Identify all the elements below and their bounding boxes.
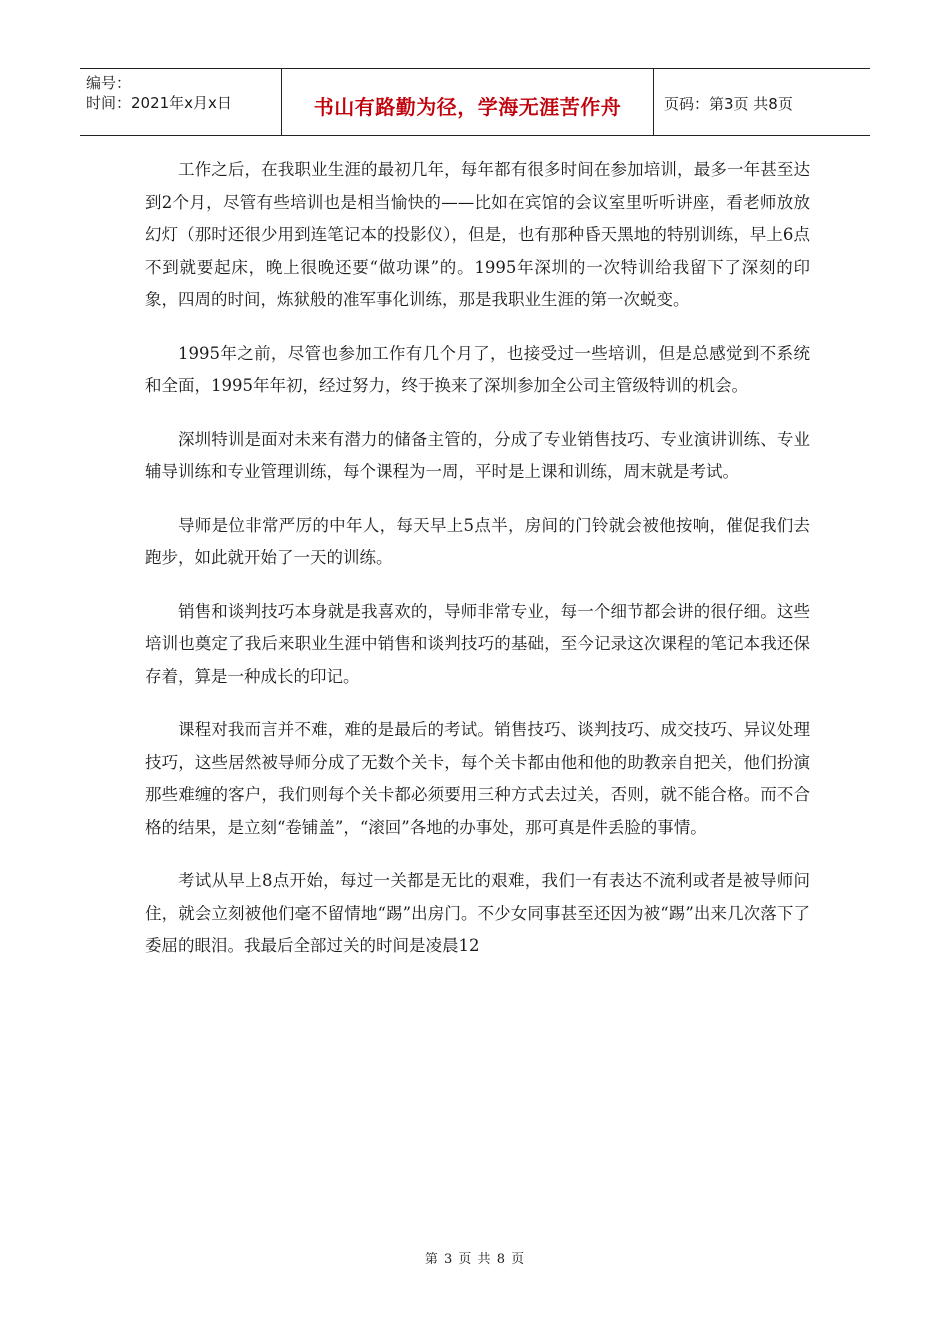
paragraph: 1995年之前，尽管也参加工作有几个月了，也接受过一些培训，但是总感觉到不系统和全面，1995年年初，经过努力，终于换来了深圳参加全公司主管级特训的机会。 xyxy=(145,343,810,395)
paragraph: 销售和谈判技巧本身就是我喜欢的，导师非常专业，每一个细节都会讲的很仔细。这些培训也奠定了我后来职业生涯中销售和谈判技巧的基础，至今记录这次课程的笔记本我还保存着，算是一种成长的印记。 xyxy=(145,601,810,686)
header-motto-cell xyxy=(282,69,654,135)
document-body xyxy=(145,154,810,984)
paragraph: 导师是位非常严厉的中年人，每天早上5点半，房间的门铃就会被他按响，催促我们去跑步，如此就开始了一天的训练。 xyxy=(145,515,810,567)
paragraph: 考试从早上8点开始，每过一关都是无比的艰难，我们一有表达不流利或者是被导师问住，就会立刻被他们毫不留情地“踢”出房门。不少女同事甚至还因为被“踢”出来几次落下了委屈的眼泪。我最后全部过关的时间是凌晨12 xyxy=(145,871,810,955)
header-meta-cell xyxy=(80,69,282,135)
paragraph: 工作之后，在我职业生涯的最初几年，每年都有很多时间在参加培训，最多一年甚至达到2个月，尽管有些培训也是相当愉快的——比如在宾馆的会议室里听听讲座，看老师放放幻灯（那时还很少用到连笔记本的投影仪），但是，也有那种昏天黑地的特别训练，早上6点不到就要起床，晚上很晚还要“做功课”的。1995年深圳的一次特训给我留下了深刻的印象，四周的时间，炼狱般的准军事化训练，那是我职业生涯的第一次蜕变。 xyxy=(145,160,810,309)
page-footer: 第 3 页 共 8 页 xyxy=(424,1252,526,1267)
motto-text: 书山有路勤为径，学海无涯苦作舟 xyxy=(313,94,622,119)
paragraph: 深圳特训是面对未来有潜力的储备主管的，分成了专业销售技巧、专业演讲训练、专业辅导训练和专业管理训练，每个课程为一周，平时是上课和训练，周末就是考试。 xyxy=(145,429,810,481)
document-header xyxy=(80,68,870,136)
date-label: 时间：2021年x月x日 xyxy=(86,94,232,112)
paragraph: 课程对我而言并不难，难的是最后的考试。销售技巧、谈判技巧、成交技巧、异议处理技巧，这些居然被导师分成了无数个关卡，每个关卡都由他和他的助教亲自把关，他们扮演那些难缠的客户，我们则每个关卡都必须要用三种方式去过关，否则，就不能合格。而不合格的结果，是立刻“卷铺盖”，“滚回”各地的办事处，那可真是件丢脸的事情。 xyxy=(145,720,810,837)
page-info: 页码：第3页 共8页 xyxy=(664,94,793,113)
header-page-cell xyxy=(654,69,870,135)
serial-number-label: 编号： xyxy=(86,74,132,92)
